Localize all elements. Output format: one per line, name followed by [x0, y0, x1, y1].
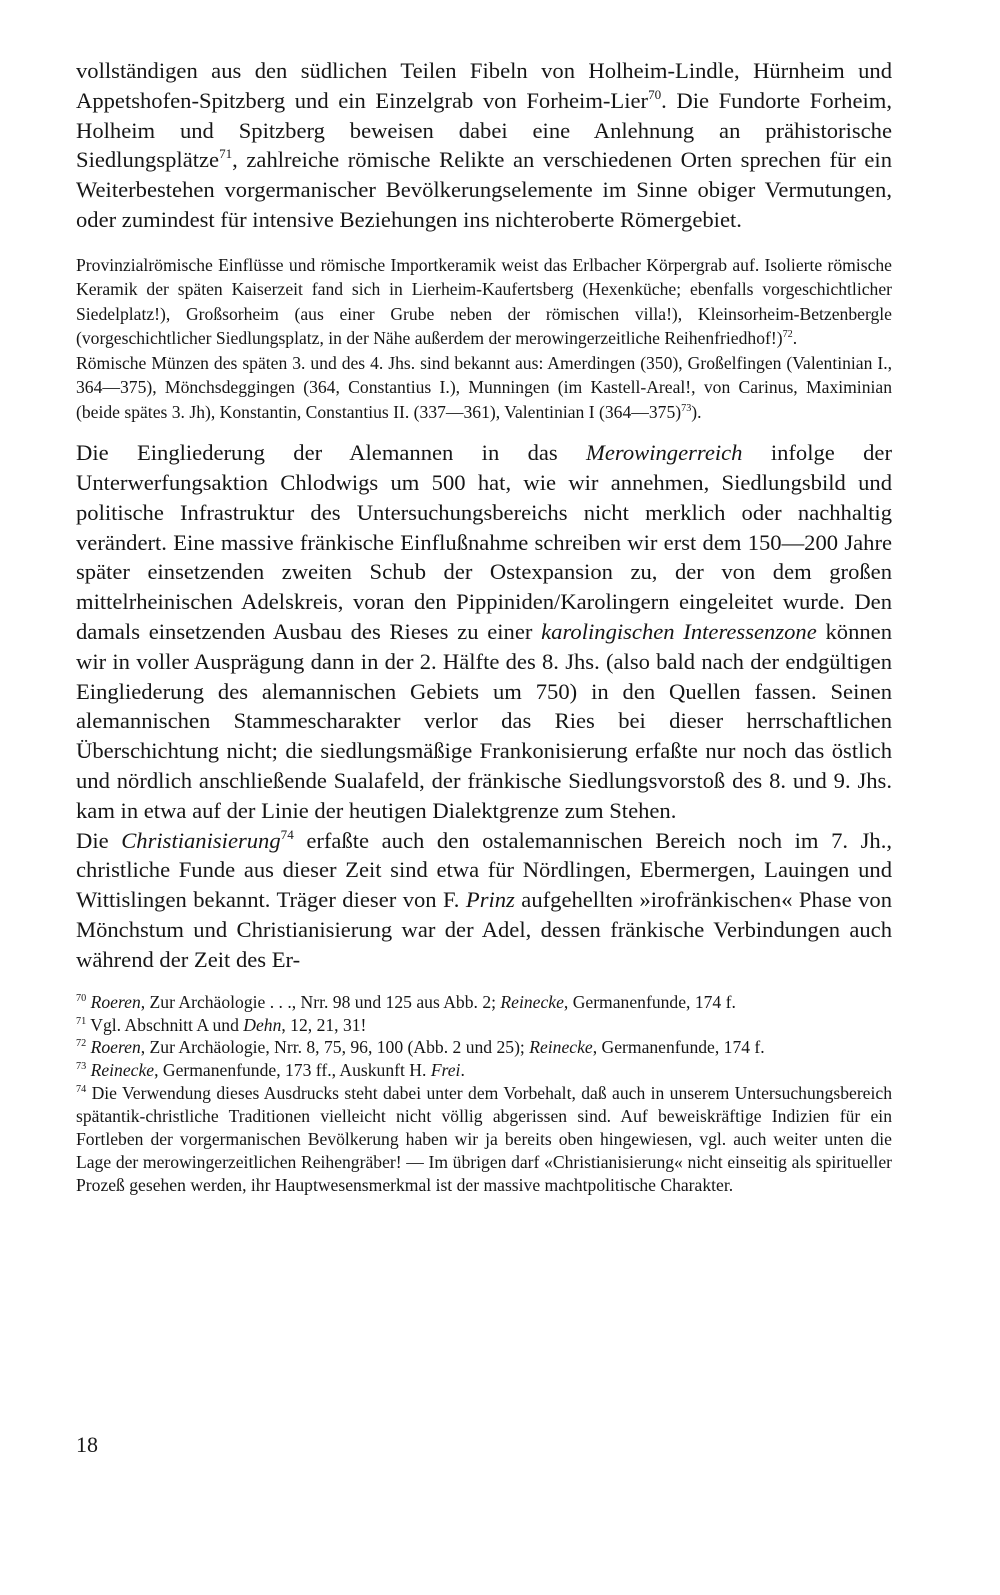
page-number: 18 [76, 1432, 98, 1457]
footnote-72: $^{72}$ Roeren, Zur Archäologie, Nrr. 8, 75, 96, 100 (Abb. 2 und 25); Reinecke, Germanenfunde, 174 f. [76, 1037, 765, 1058]
body-paragraph-3: Die Christianisierung$^{74}$ erfaßte auch den ostalemannischen Bereich noch im 7. Jh., christliche Funde aus dieser Zeit sind etwa für Nördlingen, Ebermergen, Lauingen und Wittislingen bekannt. Träger dieser von F. Prinz aufgehellten »irofränkischen« Phase von Mönchstum und Christianisierung war der Adel, dessen fränkische Verbindungen auch während der Zeit des Er- [76, 826, 892, 972]
footnotes [76, 991, 892, 1197]
page-content [76, 56, 892, 1197]
footnote-ref-70: 70 [648, 86, 662, 102]
body-paragraph-2: Die Eingliederung der Alemannen in das Merowingerreich infolge der Unterwerfungsaktion Chlodwigs um 500 hat, wie wir annehmen, Siedlungsbild und politische Infrastruktur des Untersuchungsbereichs nicht merklich oder nachhaltig verändert. Eine massive fränkische Einflußnahme schreiben wir erst dem 150—200 Jahre später einsetzenden zweiten Schub der Ostexpansion zu, der von dem großen mittelrheinischen Adelskreis, voran den Pippiniden/Karolingern eingeleitet wurde. Den damals einsetzenden Ausbau des Rieses zu einer karolingischen Interessenzone können wir in voller Ausprägung dann in der 2. Hälfte des 8. Jhs. (also bald nach der endgültigen Eingliederung des alemannischen Gebiets um 750) in den Quellen fassen. Seinen alemannischen Stammescharakter verlor das Ries bei dieser herrschaftlichen Überschichtung nicht; die siedlungsmäßige Frankonisierung erfaßte nur noch das östlich und nördlich anschließende Sualafeld, der fränkische Siedlungsvorstoß des 8. und 9. Jhs. kam in etwa auf der Linie der heutigen Dialektgrenze zum Stehen. [76, 440, 892, 823]
emphasis-merowingerreich: Merowingerreich [586, 440, 743, 466]
footnote-70: $^{70}$ Roeren, Zur Archäologie . . ., Nrr. 98 und 125 aus Abb. 2; Reinecke, Germanenfunde, 174 f. [76, 991, 736, 1012]
body-paragraph-1: vollständigen aus den südlichen Teilen Fibeln von Holheim-Lindle, Hürnheim und Appetshofen-Spitzberg und ein Einzelgrab von Forheim-Lier$^{70}$. Die Fundorte Forheim, Holheim und Spitzberg beweisen dabei eine Anlehnung an prähistorische Siedlungsplätze$^{71}$, zahlreiche römische Relikte an verschiedenen Orten sprechen für ein Weiterbestehen vorgermanischer Bevölkerungselemente im Sinne obiger Vermutungen, oder zumindest für intensive Beziehungen ins nichteroberte Römergebiet. [76, 58, 892, 232]
footnote-ref-72: 72 [782, 329, 793, 341]
emphasis-christianisierung: Christianisierung [121, 827, 281, 853]
emphasis-karolingische-interessenzone: karolingischen Interessenzone [541, 619, 817, 645]
footnote-73: $^{73}$ Reinecke, Germanenfunde, 173 ff., Auskunft H. Frei. [76, 1060, 465, 1081]
inset-paragraph-1: Provinzialrömische Einflüsse und römische Importkeramik weist das Erlbacher Körpergrab auf. Isolierte römische Keramik der späten Kaiserzeit fand sich in Lierheim-Kaufertsberg (Hexenküche; ebenfalls vorgeschichtlicher Siedelplatz!), Großsorheim (aus einer Grube neben der römischen villa!), Kleinsorheim-Betzenbergle (vorgeschichtlicher Siedlungsplatz, in der Nähe außerdem der merowingerzeitliche Reihenfriedhof!)$^{72}$. [76, 254, 892, 349]
footnote-74: $^{74}$ Die Verwendung dieses Ausdrucks steht dabei unter dem Vorbehalt, daß auch in unserem Untersuchungsbereich spätantik-christliche Traditionen vielleicht nicht völlig abgerissen sind. Auf beweiskräftige Indizien für ein Fortleben der vorgermanischen Bevölkerung haben wir ja bereits oben hingewiesen, vgl. auch weiter unten die Lage der merowingerzeitlichen Reihengräber! — Im übrigen darf «Christianisierung« nicht einseitig als spiritueller Prozeß gesehen werden, ihr Hauptwesensmerkmal ist der massive machtpolitische Charakter. [76, 1083, 892, 1195]
footnote-ref-74: 74 [280, 826, 294, 842]
author-prinz: Prinz [465, 887, 515, 913]
footnote-ref-71: 71 [219, 146, 233, 162]
inset-paragraph-2: Römische Münzen des späten 3. und des 4. Jhs. sind bekannt aus: Amerdingen (350), Großelfingen (Valentinian I., 364—375), Mönchsdeggingen (364, Constantius I.), Munningen (im Kastell-Areal!, von Carinus, Maximinian (beide spätes 3. Jh), Konstantin, Constantius II. (337—361), Valentinian I (364—375)$^{73}$). [76, 352, 892, 422]
footnote-ref-73: 73 [681, 402, 692, 414]
footnote-71: $^{71}$ Vgl. Abschnitt A und Dehn, 12, 21, 31! [76, 1014, 367, 1035]
